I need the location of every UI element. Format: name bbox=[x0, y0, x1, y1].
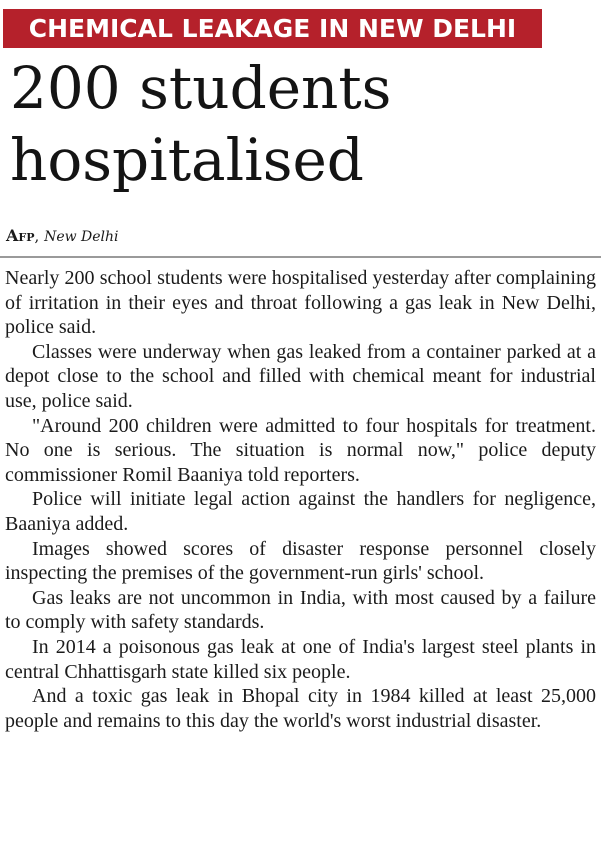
article-body bbox=[5, 266, 596, 733]
paragraph: Classes were underway when gas leaked from a container parked at a depot close to the school and filled with chemical meant for industrial use, police said. bbox=[5, 340, 596, 412]
paragraph: And a toxic gas leak in Bhopal city in 1984 killed at least 25,000 people and remains to this day the world's worst industrial disaster. bbox=[5, 685, 596, 732]
paragraph: Police will initiate legal action against the handlers for negligence, Baaniya added. bbox=[5, 488, 596, 535]
paragraph: Gas leaks are not uncommon in India, with most caused by a failure to comply with safety standards. bbox=[5, 586, 596, 634]
byline-place: New Delhi bbox=[44, 229, 119, 245]
divider-rule bbox=[0, 256, 601, 258]
paragraph: Nearly 200 school students were hospitalised yesterday after complaining of irritation in their eyes and throat following a gas leak in New Delhi, police said. bbox=[5, 267, 596, 339]
paragraph: "Around 200 children were admitted to four hospitals for treatment. No one is serious. The situation is normal now," police deputy commissioner Romil Baaniya told reporters. bbox=[5, 414, 596, 486]
byline bbox=[6, 226, 119, 247]
paragraph: In 2014 a poisonous gas leak at one of India's largest steel plants in central Chhattisgarh state killed six people. bbox=[5, 635, 596, 683]
byline-agency: Afp bbox=[6, 226, 35, 245]
headline: 200 students hospitalised bbox=[10, 54, 392, 194]
paragraph: Images showed scores of disaster response personnel closely inspecting the premises of the government-run girls' school. bbox=[5, 537, 596, 585]
byline-separator: , bbox=[34, 227, 40, 245]
section-kicker: CHEMICAL LEAKAGE IN NEW DELHI bbox=[3, 9, 542, 48]
